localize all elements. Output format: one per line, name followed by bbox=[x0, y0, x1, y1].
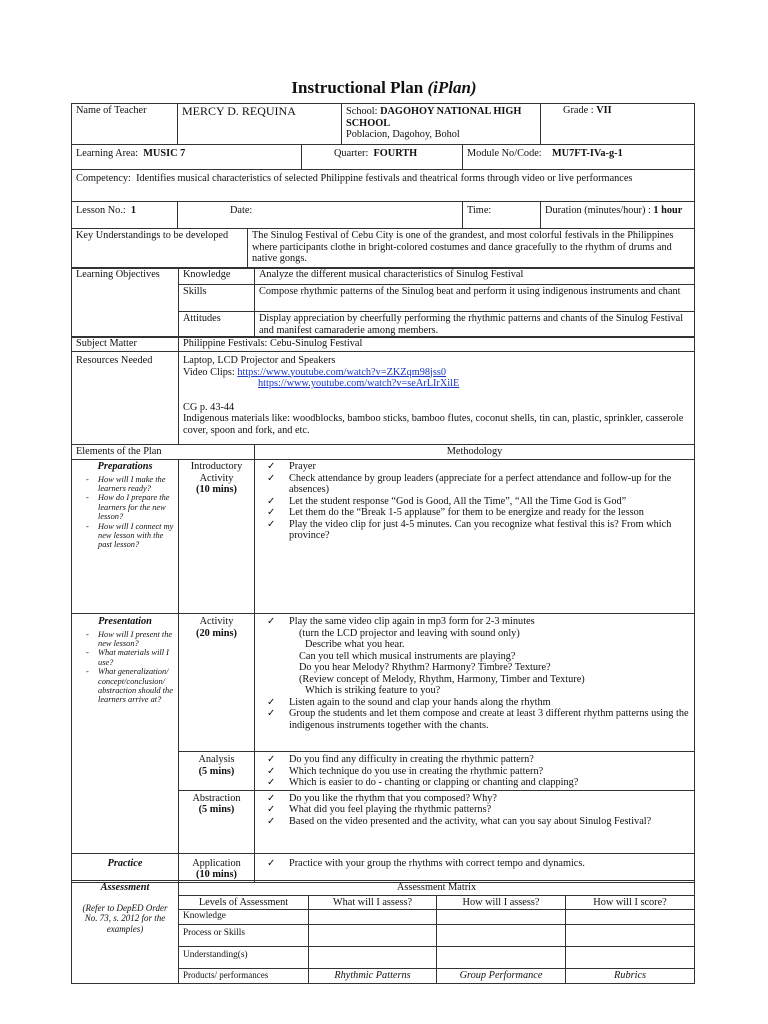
objective-text-knowledge: Analyze the different musical characteristics of Sinulog Festival bbox=[255, 268, 695, 285]
time-cell bbox=[463, 202, 541, 229]
matrix-cell bbox=[437, 910, 566, 925]
grade-cell bbox=[541, 104, 695, 145]
objective-text-skills: Compose rhythmic patterns of the Sinulog beat and perform it using indigenous instruments and chant bbox=[255, 285, 695, 312]
matrix-col-header: How will I score? bbox=[566, 895, 695, 910]
assessment-title: Assessment bbox=[100, 882, 150, 893]
analysis-mins: (5 mins) bbox=[198, 765, 235, 777]
quarter-value: FOURTH bbox=[373, 148, 418, 159]
abstraction-methodology bbox=[255, 790, 695, 853]
checklist-item: ✓ Do you like the rhythm that you composed? Why? bbox=[289, 793, 690, 805]
presentation-question: - What generalization/ concept/conclusion/ abstraction should the learners arrive at? bbox=[98, 667, 174, 705]
analysis-cell bbox=[179, 752, 255, 791]
duration-label: Duration (minutes/hour) : bbox=[545, 205, 651, 216]
activity-cell bbox=[179, 614, 255, 752]
checklist-item: ✓ Let them do the “Break 1-5 applause” for them to be energize and ready for the lesson bbox=[289, 507, 690, 519]
preparations-title: Preparations bbox=[97, 461, 153, 472]
document-title bbox=[0, 78, 768, 98]
subject-text: Philippine Festivals: Cebu-Sinulog Festival bbox=[179, 337, 695, 352]
matrix-cell: Rhythmic Patterns bbox=[309, 968, 437, 983]
resources-label: Resources Needed bbox=[72, 352, 179, 445]
intro-activity-label: Introductory Activity bbox=[190, 461, 243, 484]
activity-label: Activity bbox=[199, 616, 234, 627]
time-label: Time: bbox=[467, 205, 492, 216]
area-label: Learning Area: bbox=[76, 148, 139, 159]
key-table bbox=[71, 228, 695, 269]
duration-cell bbox=[541, 202, 695, 229]
quarter-label: Quarter: bbox=[334, 148, 369, 159]
matrix-cell bbox=[437, 946, 566, 968]
date-label: Date: bbox=[230, 205, 253, 216]
preparations-questions bbox=[76, 475, 174, 550]
activity-subitem: (turn the LCD projector and leaving with sound only) bbox=[299, 627, 520, 639]
activity-methodology bbox=[255, 614, 695, 752]
area-value: MUSIC 7 bbox=[143, 148, 186, 159]
application-label: Application bbox=[192, 857, 241, 869]
duration-value: 1 hour bbox=[653, 205, 683, 216]
title-iplan: (iPlan) bbox=[427, 78, 477, 97]
matrix-cell: Group Performance bbox=[437, 968, 566, 983]
grade-value: VII bbox=[596, 105, 612, 116]
analysis-label: Analysis bbox=[198, 754, 235, 765]
abstraction-cell bbox=[179, 790, 255, 853]
activity-subitem: Which is striking feature to you? bbox=[305, 685, 441, 696]
activity-subitem: Do you hear Melody? Rhythm? Harmony? Timbre? Texture? bbox=[299, 662, 551, 673]
key-label: Key Understandings to be developed bbox=[72, 229, 248, 269]
subject-label: Subject Matter bbox=[72, 337, 179, 352]
checklist-item: ✓ Which technique do you use in creating the rhythmic pattern? bbox=[289, 766, 690, 778]
elements-label: Elements of the Plan bbox=[72, 445, 255, 460]
checklist-item: ✓ Play the video clip for just 4-5 minutes. Can you recognize what festival this is? From which province? bbox=[289, 519, 690, 542]
matrix-col-header: How will I assess? bbox=[437, 895, 566, 910]
activity-subitems bbox=[259, 628, 690, 697]
matrix-cell bbox=[309, 924, 437, 946]
objectives-table bbox=[71, 267, 695, 338]
checklist-item: ✓ Listen again to the sound and clap your hands along the rhythm bbox=[289, 697, 690, 709]
analysis-methodology bbox=[255, 752, 695, 791]
video-link-1[interactable]: https://www.youtube.com/watch?v=ZKZqm98jss0 bbox=[237, 366, 447, 378]
lesson-value: 1 bbox=[130, 205, 137, 216]
assessment-note: (Refer to DepED Order No. 73, s. 2012 for the examples) bbox=[82, 902, 168, 934]
matrix-row-label: Knowledge bbox=[179, 910, 309, 925]
objective-domain-attitudes: Attitudes bbox=[179, 312, 255, 338]
abstraction-label: Abstraction bbox=[192, 792, 241, 804]
objective-text-attitudes: Display appreciation by cheerfully performing the rhythmic patterns and chants of the Sinulog Festival and manifest camaraderie among members. bbox=[255, 312, 695, 338]
checklist-item: ✓ Do you find any difficulty in creating the rhythmic pattern? bbox=[289, 754, 690, 766]
quarter-cell bbox=[302, 145, 463, 170]
lesson-label: Lesson No.: bbox=[76, 205, 126, 216]
title-text: Instructional Plan bbox=[291, 78, 424, 97]
matrix-cell bbox=[566, 924, 695, 946]
matrix-cell bbox=[566, 910, 695, 925]
preparations-question: - How will I connect my new lesson with the past lesson? bbox=[98, 522, 174, 550]
methodology-table bbox=[71, 459, 695, 883]
activity-subitem: Can you tell which musical instruments are playing? bbox=[299, 650, 516, 662]
intro-activity-mins: (10 mins) bbox=[196, 484, 237, 495]
resources-materials: Indigenous materials like: woodblocks, bamboo sticks, bamboo flutes, coconut shells, tin can, plastic, sprinkler, casserole cover, spoon and fork, and etc. bbox=[183, 413, 684, 436]
competency-text: Identifies musical characteristics of selected Philippine festivals and theatrical forms through video or live performances bbox=[136, 173, 633, 184]
intro-methodology bbox=[255, 460, 695, 614]
checklist-item: ✓ Let the student response “God is Good, All the Time”, “All the Time God is God” bbox=[289, 496, 690, 508]
matrix-cell bbox=[309, 910, 437, 925]
school-cell bbox=[342, 104, 541, 145]
matrix-row-label: Understanding(s) bbox=[179, 946, 309, 968]
resources-cg: CG p. 43-44 bbox=[183, 401, 235, 413]
lesson-cell bbox=[72, 202, 178, 229]
school-label: School: bbox=[346, 106, 378, 117]
assessment-table bbox=[71, 880, 695, 984]
key-text: The Sinulog Festival of Cebu City is one of the grandest, and most colorful festivals in the Philippines where participants clothe in bright-colored costumes and dance gracefully to the rhythm of drums and native gongs. bbox=[248, 229, 695, 269]
header-table bbox=[71, 103, 695, 229]
competency-cell bbox=[72, 170, 695, 202]
grade-label: Grade : bbox=[563, 105, 594, 116]
checklist-item: ✓ Practice with your group the rhythms with correct tempo and dynamics. bbox=[289, 858, 690, 870]
checklist-item: ✓ Based on the video presented and the activity, what can you say about Sinulog Festival? bbox=[289, 816, 690, 828]
application-mins: (10 mins) bbox=[196, 869, 237, 880]
presentation-question: - What materials will I use? bbox=[98, 648, 174, 667]
resources-clips-2 bbox=[183, 378, 690, 390]
activity-mins: (20 mins) bbox=[196, 627, 237, 639]
teacher-name: MERCY D. REQUINA bbox=[178, 104, 342, 145]
assessment-cell bbox=[72, 881, 179, 984]
application-methodology bbox=[255, 853, 695, 882]
resources-clips bbox=[183, 367, 690, 379]
checklist-item: ✓ Check attendance by group leaders (appreciate for a perfect attendance and follow-up for the absences) bbox=[289, 473, 690, 496]
intro-activity-cell bbox=[179, 460, 255, 614]
application-cell bbox=[179, 853, 255, 882]
activity-subitem: (Review concept of Melody, Rhythm, Harmony, Timber and Texture) bbox=[299, 673, 585, 685]
school-name: DAGOHOY NATIONAL HIGH SCHOOL bbox=[346, 106, 522, 129]
matrix-cell bbox=[437, 924, 566, 946]
abstraction-mins: (5 mins) bbox=[198, 804, 235, 815]
objectives-label: Learning Objectives bbox=[72, 268, 179, 338]
module-cell bbox=[463, 145, 695, 170]
checklist-item: ✓ Which is easier to do - chanting or clapping or chanting and clapping? bbox=[289, 777, 690, 789]
resources-equipment: Laptop, LCD Projector and Speakers bbox=[183, 355, 336, 366]
teacher-label: Name of Teacher bbox=[72, 104, 178, 145]
preparations-cell bbox=[72, 460, 179, 614]
matrix-col-header: What will I assess? bbox=[309, 895, 437, 910]
assessment-matrix-title: Assessment Matrix bbox=[179, 881, 695, 896]
presentation-question: - How will I present the new lesson? bbox=[98, 630, 174, 649]
clips-label: Video Clips: bbox=[183, 366, 235, 378]
checklist-item: ✓ Prayer bbox=[289, 461, 690, 473]
video-link-2[interactable]: https://www.youtube.com/watch?v=seArLIrXilE bbox=[258, 378, 460, 389]
date-cell bbox=[178, 202, 463, 229]
activity-subitem: Describe what you hear. bbox=[305, 639, 405, 650]
checklist-item: ✓ What did you feel playing the rhythmic patterns? bbox=[289, 804, 690, 816]
matrix-row-label: Process or Skills bbox=[179, 924, 309, 946]
school-address: Poblacion, Dagohoy, Bohol bbox=[346, 129, 460, 140]
matrix-cell bbox=[309, 946, 437, 968]
matrix-row-label: Products/ performances bbox=[179, 968, 309, 983]
objective-domain-skills: Skills bbox=[179, 285, 255, 312]
presentation-cell bbox=[72, 614, 179, 854]
matrix-cell bbox=[566, 946, 695, 968]
presentation-title: Presentation bbox=[98, 616, 152, 627]
resources-cell bbox=[179, 352, 695, 445]
preparations-question: - How do I prepare the learners for the new lesson? bbox=[98, 493, 174, 521]
practice-title: Practice bbox=[72, 853, 179, 882]
module-value: MU7FT-IVa-g-1 bbox=[551, 148, 623, 159]
area-cell bbox=[72, 145, 302, 170]
subject-table bbox=[71, 336, 695, 460]
checklist-item: ✓ Play the same video clip again in mp3 form for 2-3 minutes bbox=[289, 616, 690, 628]
matrix-cell: Rubrics bbox=[566, 968, 695, 983]
module-label: Module No/Code: bbox=[467, 148, 542, 159]
preparations-question: - How will I make the learners ready? bbox=[98, 475, 174, 494]
objective-domain-knowledge: Knowledge bbox=[179, 268, 255, 285]
matrix-col-header: Levels of Assessment bbox=[179, 895, 309, 910]
methodology-label: Methodology bbox=[255, 445, 695, 460]
checklist-item: ✓ Group the students and let them compose and create at least 3 different rhythm patterns using the indigenous instruments together with the chants. bbox=[289, 708, 690, 731]
competency-label: Competency: bbox=[76, 173, 131, 184]
presentation-questions bbox=[76, 630, 174, 705]
